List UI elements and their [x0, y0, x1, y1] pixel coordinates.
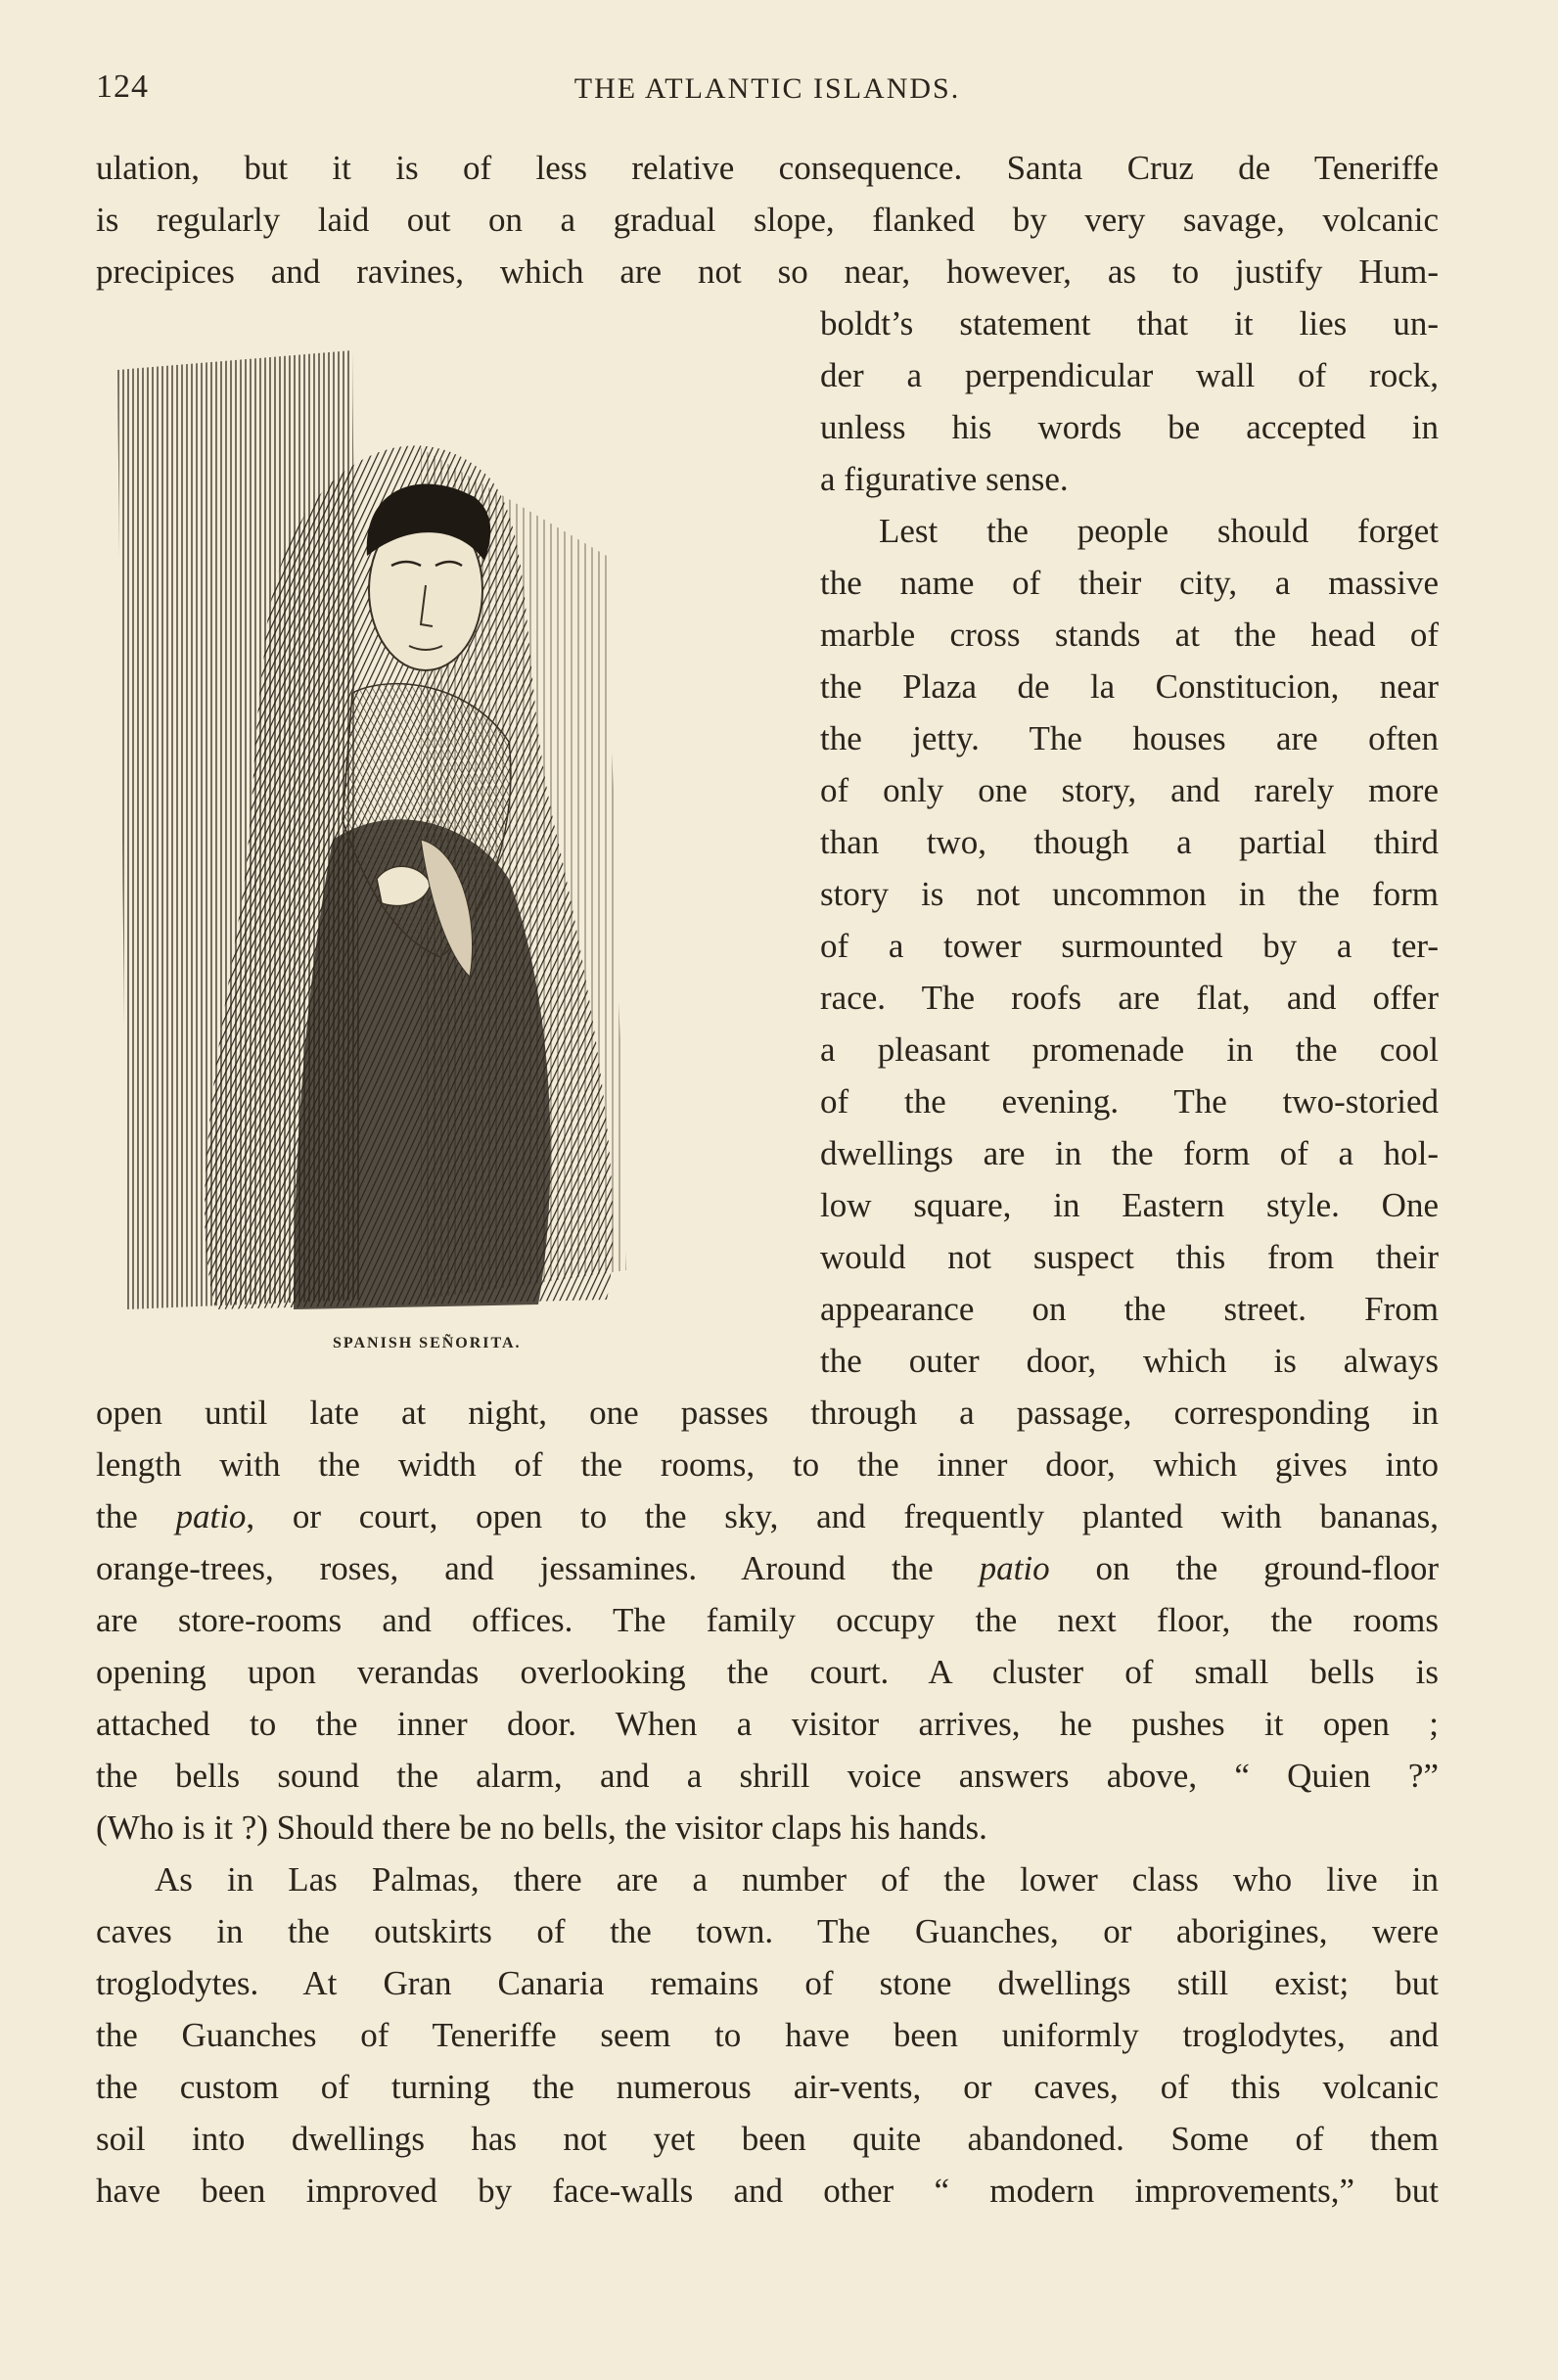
text-line: As in Las Palmas, there are a number of the lower class who live in — [155, 1860, 1439, 1899]
text-line: caves in the outskirts of the town. The Guanches, or aborigines, were — [96, 1912, 1439, 1950]
text-line: the jetty. The houses are often — [820, 719, 1439, 757]
text-line: the outer door, which is always — [820, 1342, 1439, 1380]
text-line: der a perpendicular wall of rock, — [820, 356, 1439, 394]
text-line: precipices and ravines, which are not so near, however, as to justify Hum- — [96, 252, 1439, 291]
text-line: marble cross stands at the head of — [820, 616, 1439, 654]
text-line: low square, in Eastern style. One — [820, 1186, 1439, 1224]
text-run: the — [96, 1497, 176, 1535]
text-run: orange-trees, roses, and jessamines. Around the — [96, 1549, 980, 1587]
text-line: race. The roofs are flat, and offer — [820, 979, 1439, 1017]
text-line: a pleasant promenade in the cool — [820, 1030, 1439, 1069]
text-line: opening upon verandas overlooking the court. A cluster of small bells is — [96, 1653, 1439, 1691]
text-line: boldt’s statement that it lies un- — [820, 304, 1439, 343]
page-header — [96, 69, 1439, 117]
text-line: of only one story, and rarely more — [820, 771, 1439, 809]
text-line: Lest the people should forget — [879, 512, 1439, 550]
text-line: than two, though a partial third — [820, 823, 1439, 861]
text-line: of a tower surmounted by a ter- — [820, 927, 1439, 965]
running-title: THE ATLANTIC ISLANDS. — [573, 72, 961, 105]
text-run: on the ground-floor — [1049, 1549, 1440, 1587]
text-line: (Who is it ?) Should there be no bells, the visitor claps his hands. — [96, 1808, 987, 1847]
text-line: would not suspect this from their — [820, 1238, 1439, 1276]
text-line: the bells sound the alarm, and a shrill voice answers above, “ Quien ?” — [96, 1757, 1439, 1795]
italic-term: patio — [175, 1497, 247, 1535]
text-line: the custom of turning the numerous air-vents, or caves, of this volcanic — [96, 2068, 1439, 2106]
text-line: the Plaza de la Constitucion, near — [820, 667, 1439, 706]
text-line: dwellings are in the form of a hol- — [820, 1134, 1439, 1172]
text-line: open until late at night, one passes through a passage, corresponding in — [96, 1394, 1439, 1432]
text-line: is regularly laid out on a gradual slope, flanked by very savage, volcanic — [96, 201, 1439, 239]
text-line: length with the width of the rooms, to the inner door, which gives into — [96, 1445, 1439, 1484]
text-line: have been improved by face-walls and other “ modern improvements,” but — [96, 2172, 1439, 2210]
text-line: unless his words be accepted in — [820, 408, 1439, 446]
text-run: , or court, open to the sky, and frequently planted with bananas, — [246, 1497, 1439, 1535]
text-line: appearance on the street. From — [820, 1290, 1439, 1328]
text-line: of the evening. The two-storied — [820, 1082, 1439, 1121]
text-line: a figurative sense. — [820, 460, 1069, 498]
figure-caption: SPANISH SEÑORITA. — [333, 1335, 522, 1351]
text-line: troglodytes. At Gran Canaria remains of stone dwellings still exist; but — [96, 1964, 1439, 2002]
text-line: soil into dwellings has not yet been quite abandoned. Some of them — [96, 2120, 1439, 2158]
text-line: story is not uncommon in the form — [820, 875, 1439, 913]
page-number: 124 — [96, 69, 149, 105]
text-line: ulation, but it is of less relative consequence. Santa Cruz de Teneriffe — [96, 149, 1439, 187]
text-line: the name of their city, a massive — [820, 564, 1439, 602]
text-line: are store-rooms and offices. The family occupy the next floor, the rooms — [96, 1601, 1439, 1639]
text-line: the Guanches of Teneriffe seem to have been uniformly troglodytes, and — [96, 2016, 1439, 2054]
italic-term: patio — [979, 1549, 1050, 1587]
engraving-spanish-senorita — [98, 331, 783, 1331]
text-line — [96, 1490, 1439, 1542]
text-line: attached to the inner door. When a visitor arrives, he pushes it open ; — [96, 1705, 1439, 1743]
text-line — [96, 1542, 1439, 1594]
